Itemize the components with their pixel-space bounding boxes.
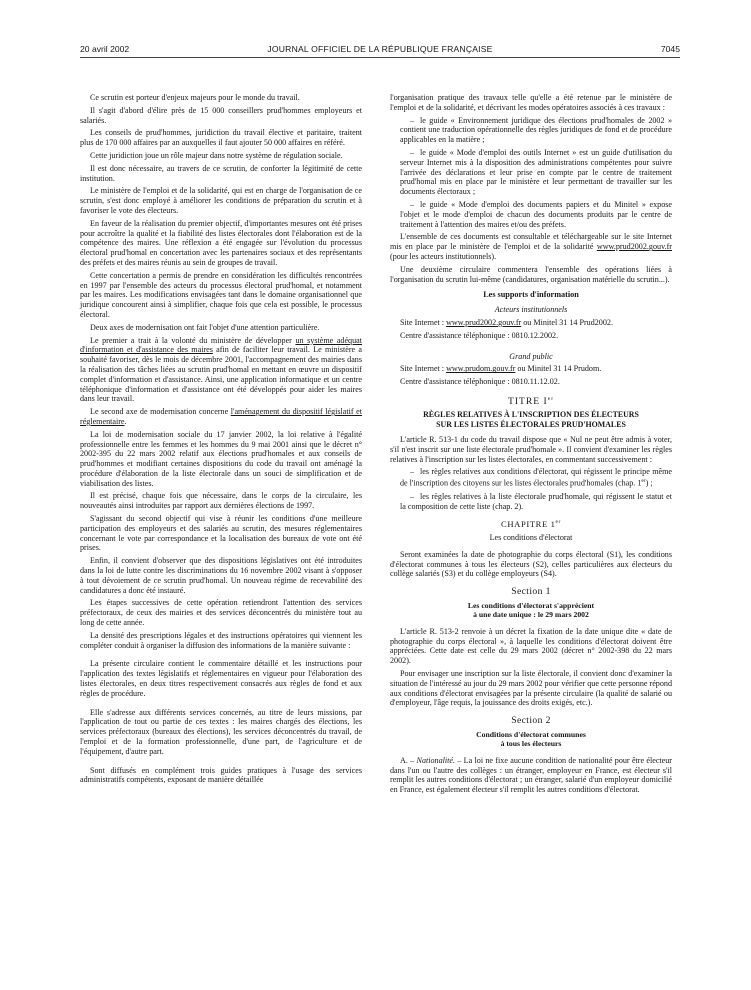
header-date: 20 avril 2002 — [80, 44, 130, 54]
paragraph: S'agissant du second objectif qui vise à réunir les conditions d'une meilleure participation des employeurs et des salariés au scrutin, des mesures réglementaires concernant le vote par correspondance et la localisation des bureaux de vote ont été prises. — [80, 514, 362, 553]
prud2002-link[interactable]: www.prud2002.gouv.fr — [446, 317, 522, 327]
text: Site Internet : — [400, 317, 447, 327]
paragraph: Il s'agit d'abord d'élire près de 15 000 conseillers prud'hommes employeurs et salariés. — [80, 105, 362, 125]
titre-subtitle-line: SUR LES LISTES ÉLECTORALES PRUD'HOMALES — [436, 419, 626, 429]
italic-text: Nationalité. — [416, 755, 455, 765]
paragraph — [390, 756, 672, 795]
text: ou Minitel 31 14 Prud2002. — [521, 317, 613, 327]
titre-subtitle — [390, 410, 672, 429]
paragraph: Il est donc nécessaire, au travers de ce scrutin, de conforter la légitimité de cette institution. — [80, 163, 362, 183]
paragraph: Le ministère de l'emploi et de la solidarité, qui est en charge de l'organisation de ce scrutin, s'est donc employé à améliorer les conditions de préparation du scrutin et à favoriser le vote des électeurs. — [80, 186, 362, 215]
text: ou Minitel 31 14 Prudom. — [515, 364, 602, 374]
paragraph: Cette juridiction joue un rôle majeur dans notre système de régulation sociale. — [90, 150, 343, 160]
paragraph: Les étapes successives de cette opération retiendront l'attention des services préfectoraux, de ceux des mairies et des services déconcentrés du ministère tout au long de cette année. — [80, 598, 362, 628]
paragraph: Pour envisager une inscription sur la liste électorale, il convient donc d'examiner la situation de l'intéressé au jour du 29 mars 2002 pour vérifier que cette personne répond aux conditions d'électorat envisagées par la présente circulaire (la qualité de salarié ou d'employeur, l'âge requis, la jouissance des droits exigés, etc.). — [390, 669, 672, 708]
paragraph: Cette concertation a permis de prendre en considération les difficultés rencontrées en 1997 par l'ensemble des acteurs du processus électoral prud'homal, et notamment par les maires. Les modifications envisagées tant dans le domaine organisationnel que juridique concourent ainsi à simplifier, chaque fois que cela est possible, le processus électoral. — [80, 270, 362, 319]
prud2002-link[interactable]: www.prud2002.gouv.fr — [596, 242, 672, 252]
prudom-link[interactable]: www.prudom.gouv.fr — [446, 364, 516, 374]
contact-line: Centre d'assistance téléphonique : 0810.11.12.02. — [400, 377, 560, 387]
list-item: – le guide « Environnement juridique des élections prud'homales de 2002 » contient une traduction opérationnelle des règles juridiques de fond et de procédure applicables en la matière ; — [400, 115, 672, 145]
paragraph: L'article R. 513-2 renvoie à un décret la fixation de la date unique dite « date de photographie du corps électoral », à laquelle les conditions d'électorat doivent être appréciées. Cette date est celle du 29 mars 2002 (décret n° 2002-398 du 22 mars 2002). — [390, 626, 672, 666]
paragraph: Sont diffusés en complément trois guides pratiques à l'usage des services administratifs compétents, exposant de manière détaillée — [80, 765, 362, 785]
list-text: les règles relatives à la liste électorale prud'homale, qui régissent le statut et la composition de cette liste (chap. 2). — [400, 491, 672, 511]
list-item: – les règles relatives à la liste électorale prud'homale, qui régissent le statut et la composition de cette liste (chap. 2). — [400, 491, 672, 511]
institutional-heading: Acteurs institutionnels — [494, 305, 568, 315]
text: Le premier a trait à la volonté du ministère de développer — [90, 335, 296, 345]
text: – La loi ne fixe aucune condition de nationalité pour être électeur dans l'un ou l'autre des collèges : un étranger, employeur en France, est électeur s'il remplit les autres conditions d'électorat ; un étranger, salarié d'un employeur domicilié en France, est également électeur s'il remplit les autres conditions d'électorat. — [390, 755, 672, 795]
text: Le second axe de modernisation concerne — [90, 407, 231, 417]
underlined-text: un système adéquat d'information et d'assistance des maires — [80, 335, 362, 355]
text: (pour les acteurs institutionnels). — [390, 251, 497, 261]
public-heading: Grand public — [509, 351, 553, 361]
paragraph: Une deuxième circulaire commentera l'ensemble des opérations liées à l'organisation du scrutin lui-même (candidatures, organisation matérielle du scrutin...). — [390, 264, 672, 284]
guide-item: le guide « Mode d'emploi des documents papiers et du Minitel » expose l'objet et le mode d'emploi de chacun des documents produits par le centre de traitement à l'attention des maires et/ou des préfets. — [400, 199, 672, 229]
left-column — [80, 93, 362, 788]
section1-heading: Section 1 — [511, 586, 551, 598]
page-header — [80, 44, 680, 58]
section2-title-line: Conditions d'électorat communes — [476, 729, 586, 739]
contact-line: Centre d'assistance téléphonique : 0810.12.2002. — [400, 330, 559, 340]
text: afin de faciliter leur travail. Le ministère a souhaité favoriser, dès le mois de décembre 2001, l'accompagnement des mairies dans la réalisation des tâches liées au scrutin prud'homal en mettant en œuvre un dispositif complet d'information et d'assistance. Ainsi, une application informatique et un centre téléphonique d'information et d'assistance ont été développés pour aider les maires dans leur travail. — [80, 345, 362, 404]
paragraph: Deux axes de modernisation ont fait l'objet d'une attention particulière. — [90, 322, 320, 332]
section2-title-line: à tous les électeurs — [500, 739, 562, 749]
paragraph: La loi de modernisation sociale du 17 janvier 2002, la loi relative à l'égalité professionnelle entre les femmes et les hommes du 9 mai 2001 ainsi que le décret n° 2002-395 du 22 mars 2002 relatif aux élections prud'homales et aux conseils de prud'hommes et modifiant certaines dispositions du code du travail ont aménagé la procédure d'élaboration de la liste électorale dans un souci de simplification et de viabilisation des listes. — [80, 429, 362, 488]
section1-title — [390, 601, 672, 620]
text: L'ensemble de ces documents est consultable et téléchargeable sur le site Internet mis en place par le ministère de l'emploi et de la solidarité — [390, 232, 672, 252]
supports-heading: Les supports d'information — [483, 290, 579, 300]
text: Site Internet : — [400, 364, 447, 374]
chapitre-sup: er — [555, 519, 561, 526]
paragraph: Seront examinées la date de photographie du corps électoral (S1), les conditions d'électorat communes à tous les électeurs (S2), celles particulières aux électeurs du collège salariés (S3) et du collège employeurs (S4). — [390, 549, 672, 579]
guide-item: le guide « Mode d'emploi des outils Internet » est un guide d'utilisation du serveur Internet mis à la disposition des administrations compétentes pour suivre l'arrivée des déclarations et leur prise en compte par le centre de traitement prud'homal mis en place par le ministère et leur permettant de travailler sur les documents électoraux ; — [400, 147, 672, 197]
paragraph: Enfin, il convient d'observer que des dispositions législatives ont été introduites dans la loi de lutte contre les discriminations du 16 novembre 2002 visant à s'opposer à tout dévoiement de ce scrutin prud'homal. Un nouveau régime de recevabilité des candidatures a donc été instauré. — [80, 556, 362, 595]
header-rule — [80, 57, 680, 58]
list-sup: er — [641, 478, 646, 485]
paragraph-second-axis — [80, 407, 362, 427]
guide-item: le guide « Environnement juridique des élections prud'homales de 2002 » contient une traduction opérationnelle des règles juridiques de fond et de procédure applicables en la matière ; — [400, 115, 672, 145]
paragraph: En faveur de la réalisation du premier objectif, d'importantes mesures ont été prises pour accroître la qualité et la fiabilité des listes électorales dont l'élaboration est de la compétence des maires. Une réflexion a été engagée sur l'évolution du processus électoral prud'homal en concertation avec les partenaires sociaux et des représentants des préfets et des maires réunis au sein de groupes de travail. — [80, 218, 362, 267]
paragraph: La densité des prescriptions légales et des instructions opératoires qui viennent les compléter conduit à organiser la diffusion des informations de la manière suivante : — [80, 630, 362, 650]
list-item: – les règles relatives aux conditions d'électorat, qui régissent le principe même de l'inscription des citoyens sur les listes électorales prud'homales (chap. 1er) ; — [400, 467, 672, 488]
underlined-text: l'aménagement du dispositif législatif et réglementaire — [80, 407, 362, 426]
list-item: – le guide « Mode d'emploi des documents papiers et du Minitel » expose l'objet et le mode d'emploi de chacun des documents produits par le centre de traitement à l'attention des maires et/ou des préfets. — [400, 199, 672, 229]
paragraph-continued: l'organisation pratique des travaux telle qu'elle a été retenue par le ministère de l'emploi et de la solidarité, et décrivant les modes opératoires associés à ces travaux : — [390, 93, 672, 112]
section1-title-line: Les conditions d'électorat s'apprécient — [467, 601, 595, 610]
titre-subtitle-line: RÈGLES RELATIVES À L'INSCRIPTION DES ÉLECTEURS — [423, 409, 639, 419]
paragraph: Ce scrutin est porteur d'enjeux majeurs pour le monde du travail. — [90, 93, 300, 102]
paragraph: Elle s'adresse aux différents services concernés, au titre de leurs missions, par l'application de tout ou partie de ces textes : les maires chargés des élections, les services préfectoraux (bureaux des élections), les services déconcentrés du travail, de l'emploi et de la formation professionnelle, d'une part, de l'agriculture et de l'équipement, d'autre part. — [80, 707, 362, 756]
section2-heading: Section 2 — [511, 715, 551, 727]
list-item: – le guide « Mode d'emploi des outils Internet » est un guide d'utilisation du serveur Internet mis à la disposition des administrations compétentes pour suivre l'arrivée des déclarations et leur prise en compte par le centre de traitement prud'homal mis en place par le ministère et leur permettant de travailler sur les documents électoraux ; — [400, 147, 672, 197]
paragraph: L'article R. 513-1 du code du travail dispose que « Nul ne peut être admis à voter, s'il n'est inscrit sur une liste électorale prud'homale ». Il convient d'examiner les règles relatives à l'inscription sur les listes électorales, en commentant successivement : — [390, 435, 672, 464]
paragraph: Il est précisé, chaque fois que nécessaire, dans le corps de la circulaire, les nouveautés ainsi introduites par rapport aux dernières élections de 1997. — [80, 491, 362, 511]
text: . — [124, 416, 127, 426]
list-tail: ) ; — [645, 478, 653, 488]
paragraph-first-axis — [80, 336, 362, 405]
paragraph — [390, 232, 672, 261]
titre-sup: er — [547, 395, 555, 402]
right-column — [390, 93, 672, 798]
titre-heading — [390, 395, 672, 407]
text: A. – — [400, 755, 417, 765]
chapitre-heading — [390, 518, 672, 530]
contact-line — [390, 318, 672, 328]
contact-line — [390, 364, 672, 374]
section1-title-line: à une date unique : le 29 mars 2002 — [473, 610, 589, 620]
list-text: les règles relatives aux conditions d'électorat, qui régissent le principe même de l'inscription des citoyens sur les listes électorales prud'homales (chap. 1 — [400, 467, 672, 488]
paragraph: Les conseils de prud'hommes, juridiction du travail élective et paritaire, traitent plus de 170 000 affaires par an auxquelles il faut ajouter 50 000 affaires en référé. — [80, 128, 362, 148]
paragraph: La présente circulaire contient le commentaire détaillé et les instructions pour l'application des textes législatifs et réglementaires en vigueur pour l'élaboration des listes électorales, en deux titres respectivement consacrés aux règles de fond et aux règles de procédure. — [80, 659, 362, 698]
header-title: JOURNAL OFFICIEL DE LA RÉPUBLIQUE FRANÇAISE — [267, 44, 493, 54]
chapitre-title: Les conditions d'électorat — [489, 533, 573, 543]
chapitre-label: CHAPITRE 1 — [501, 519, 556, 530]
titre-label: TITRE I — [507, 396, 548, 408]
section2-title — [390, 730, 672, 749]
header-page-number: 7045 — [660, 44, 680, 54]
